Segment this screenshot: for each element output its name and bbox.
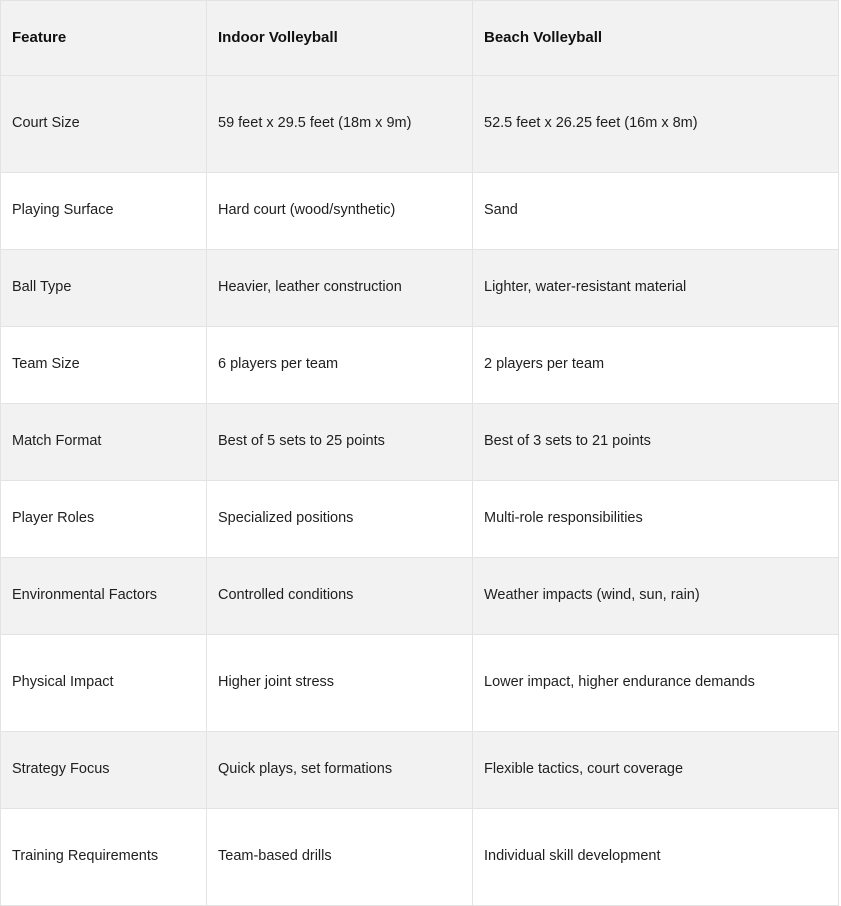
cell-indoor: Quick plays, set formations bbox=[207, 732, 473, 809]
table-body bbox=[1, 76, 839, 906]
cell-beach: Lower impact, higher endurance demands bbox=[473, 635, 839, 732]
table-row bbox=[1, 635, 839, 732]
column-header-beach-volleyball: Beach Volleyball bbox=[473, 1, 839, 76]
cell-beach: Sand bbox=[473, 173, 839, 250]
cell-beach: 52.5 feet x 26.25 feet (16m x 8m) bbox=[473, 76, 839, 173]
table-row bbox=[1, 76, 839, 173]
cell-feature: Court Size bbox=[1, 76, 207, 173]
cell-feature: Training Requirements bbox=[1, 809, 207, 906]
cell-beach: Individual skill development bbox=[473, 809, 839, 906]
cell-beach: 2 players per team bbox=[473, 327, 839, 404]
table-row bbox=[1, 481, 839, 558]
column-header-indoor-volleyball: Indoor Volleyball bbox=[207, 1, 473, 76]
cell-feature: Ball Type bbox=[1, 250, 207, 327]
table-row bbox=[1, 250, 839, 327]
cell-indoor: 6 players per team bbox=[207, 327, 473, 404]
table-header-row bbox=[1, 1, 839, 76]
cell-beach: Weather impacts (wind, sun, rain) bbox=[473, 558, 839, 635]
cell-beach: Multi-role responsibilities bbox=[473, 481, 839, 558]
cell-feature: Playing Surface bbox=[1, 173, 207, 250]
cell-feature: Strategy Focus bbox=[1, 732, 207, 809]
cell-indoor: Specialized positions bbox=[207, 481, 473, 558]
column-header-feature: Feature bbox=[1, 1, 207, 76]
cell-feature: Physical Impact bbox=[1, 635, 207, 732]
cell-indoor: Team-based drills bbox=[207, 809, 473, 906]
table-row bbox=[1, 404, 839, 481]
cell-beach: Lighter, water-resistant material bbox=[473, 250, 839, 327]
table-row bbox=[1, 173, 839, 250]
table-header bbox=[1, 1, 839, 76]
cell-feature: Environmental Factors bbox=[1, 558, 207, 635]
cell-beach: Best of 3 sets to 21 points bbox=[473, 404, 839, 481]
table-row bbox=[1, 732, 839, 809]
table-row bbox=[1, 558, 839, 635]
cell-indoor: Controlled conditions bbox=[207, 558, 473, 635]
cell-indoor: Higher joint stress bbox=[207, 635, 473, 732]
cell-feature: Player Roles bbox=[1, 481, 207, 558]
cell-indoor: Best of 5 sets to 25 points bbox=[207, 404, 473, 481]
cell-feature: Match Format bbox=[1, 404, 207, 481]
cell-indoor: 59 feet x 29.5 feet (18m x 9m) bbox=[207, 76, 473, 173]
table-row bbox=[1, 809, 839, 906]
cell-indoor: Hard court (wood/synthetic) bbox=[207, 173, 473, 250]
cell-feature: Team Size bbox=[1, 327, 207, 404]
table-row bbox=[1, 327, 839, 404]
cell-indoor: Heavier, leather construction bbox=[207, 250, 473, 327]
cell-beach: Flexible tactics, court coverage bbox=[473, 732, 839, 809]
